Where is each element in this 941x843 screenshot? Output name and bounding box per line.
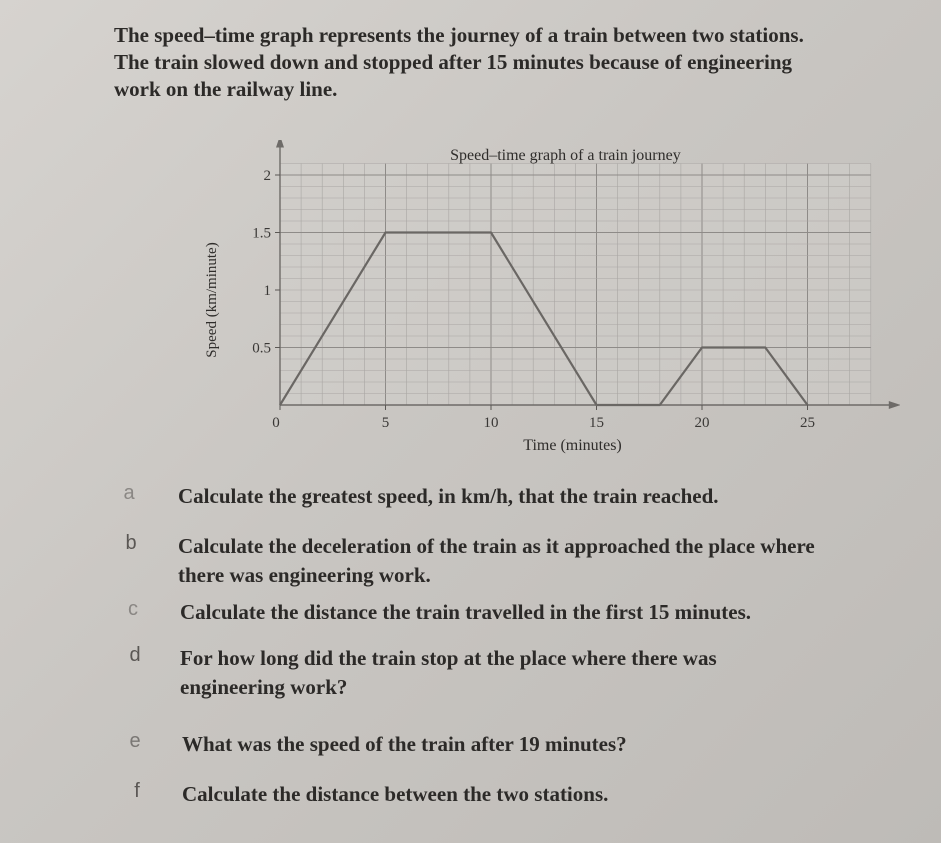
question-letter: d [129,644,141,666]
intro-line-3: work on the railway line. [114,77,338,101]
y-tick-label: 1.5 [252,225,271,242]
question-text [178,532,918,590]
question-line: engineering work? [180,675,348,699]
x-tick-label: 25 [800,415,815,431]
intro-line-1: The speed–time graph represents the journey of a train between two stations. [114,23,804,47]
question-line: there was engineering work. [178,563,431,587]
question-text [178,482,918,511]
question-letter: a [123,482,135,504]
x-tick-label: 0 [272,415,280,431]
y-axis-label: Speed (km/minute) [204,242,220,358]
question-line: Calculate the greatest speed, in km/h, that the train reached. [178,484,719,508]
question-line: For how long did the train stop at the place where there was [180,646,717,670]
y-tick-label: 0.5 [252,340,271,357]
x-tick-label: 5 [381,415,390,431]
intro-text [114,22,914,103]
question-line: Calculate the distance the train travelled in the first 15 minutes. [180,600,752,624]
question-line: What was the speed of the train after 19 minutes? [182,732,627,756]
question-line: Calculate the distance between the two stations. [182,782,609,806]
question-letter: e [129,730,141,752]
x-axis-label: Time (minutes) [523,437,622,454]
question-letter: f [134,780,140,802]
question-line: Calculate the deceleration of the train as it approached the place where [178,534,815,558]
y-tick-label: 1 [263,283,271,299]
question-text [182,780,922,809]
chart-title: Speed–time graph of a train journey [450,147,681,164]
y-axis-arrow [276,140,284,148]
question-text [180,644,920,702]
intro-line-2: The train slowed down and stopped after 15 minutes because of engineering [114,50,793,74]
question-text [182,730,922,759]
question-letter: c [128,598,138,620]
x-tick-label: 15 [589,415,604,431]
x-tick-label: 10 [483,415,499,431]
x-tick-label: 20 [694,415,710,431]
x-axis-arrow [889,401,900,409]
speed-time-graph [180,140,900,470]
question-text [180,598,920,627]
y-tick-label: 2 [263,168,271,184]
question-letter: b [125,532,137,554]
